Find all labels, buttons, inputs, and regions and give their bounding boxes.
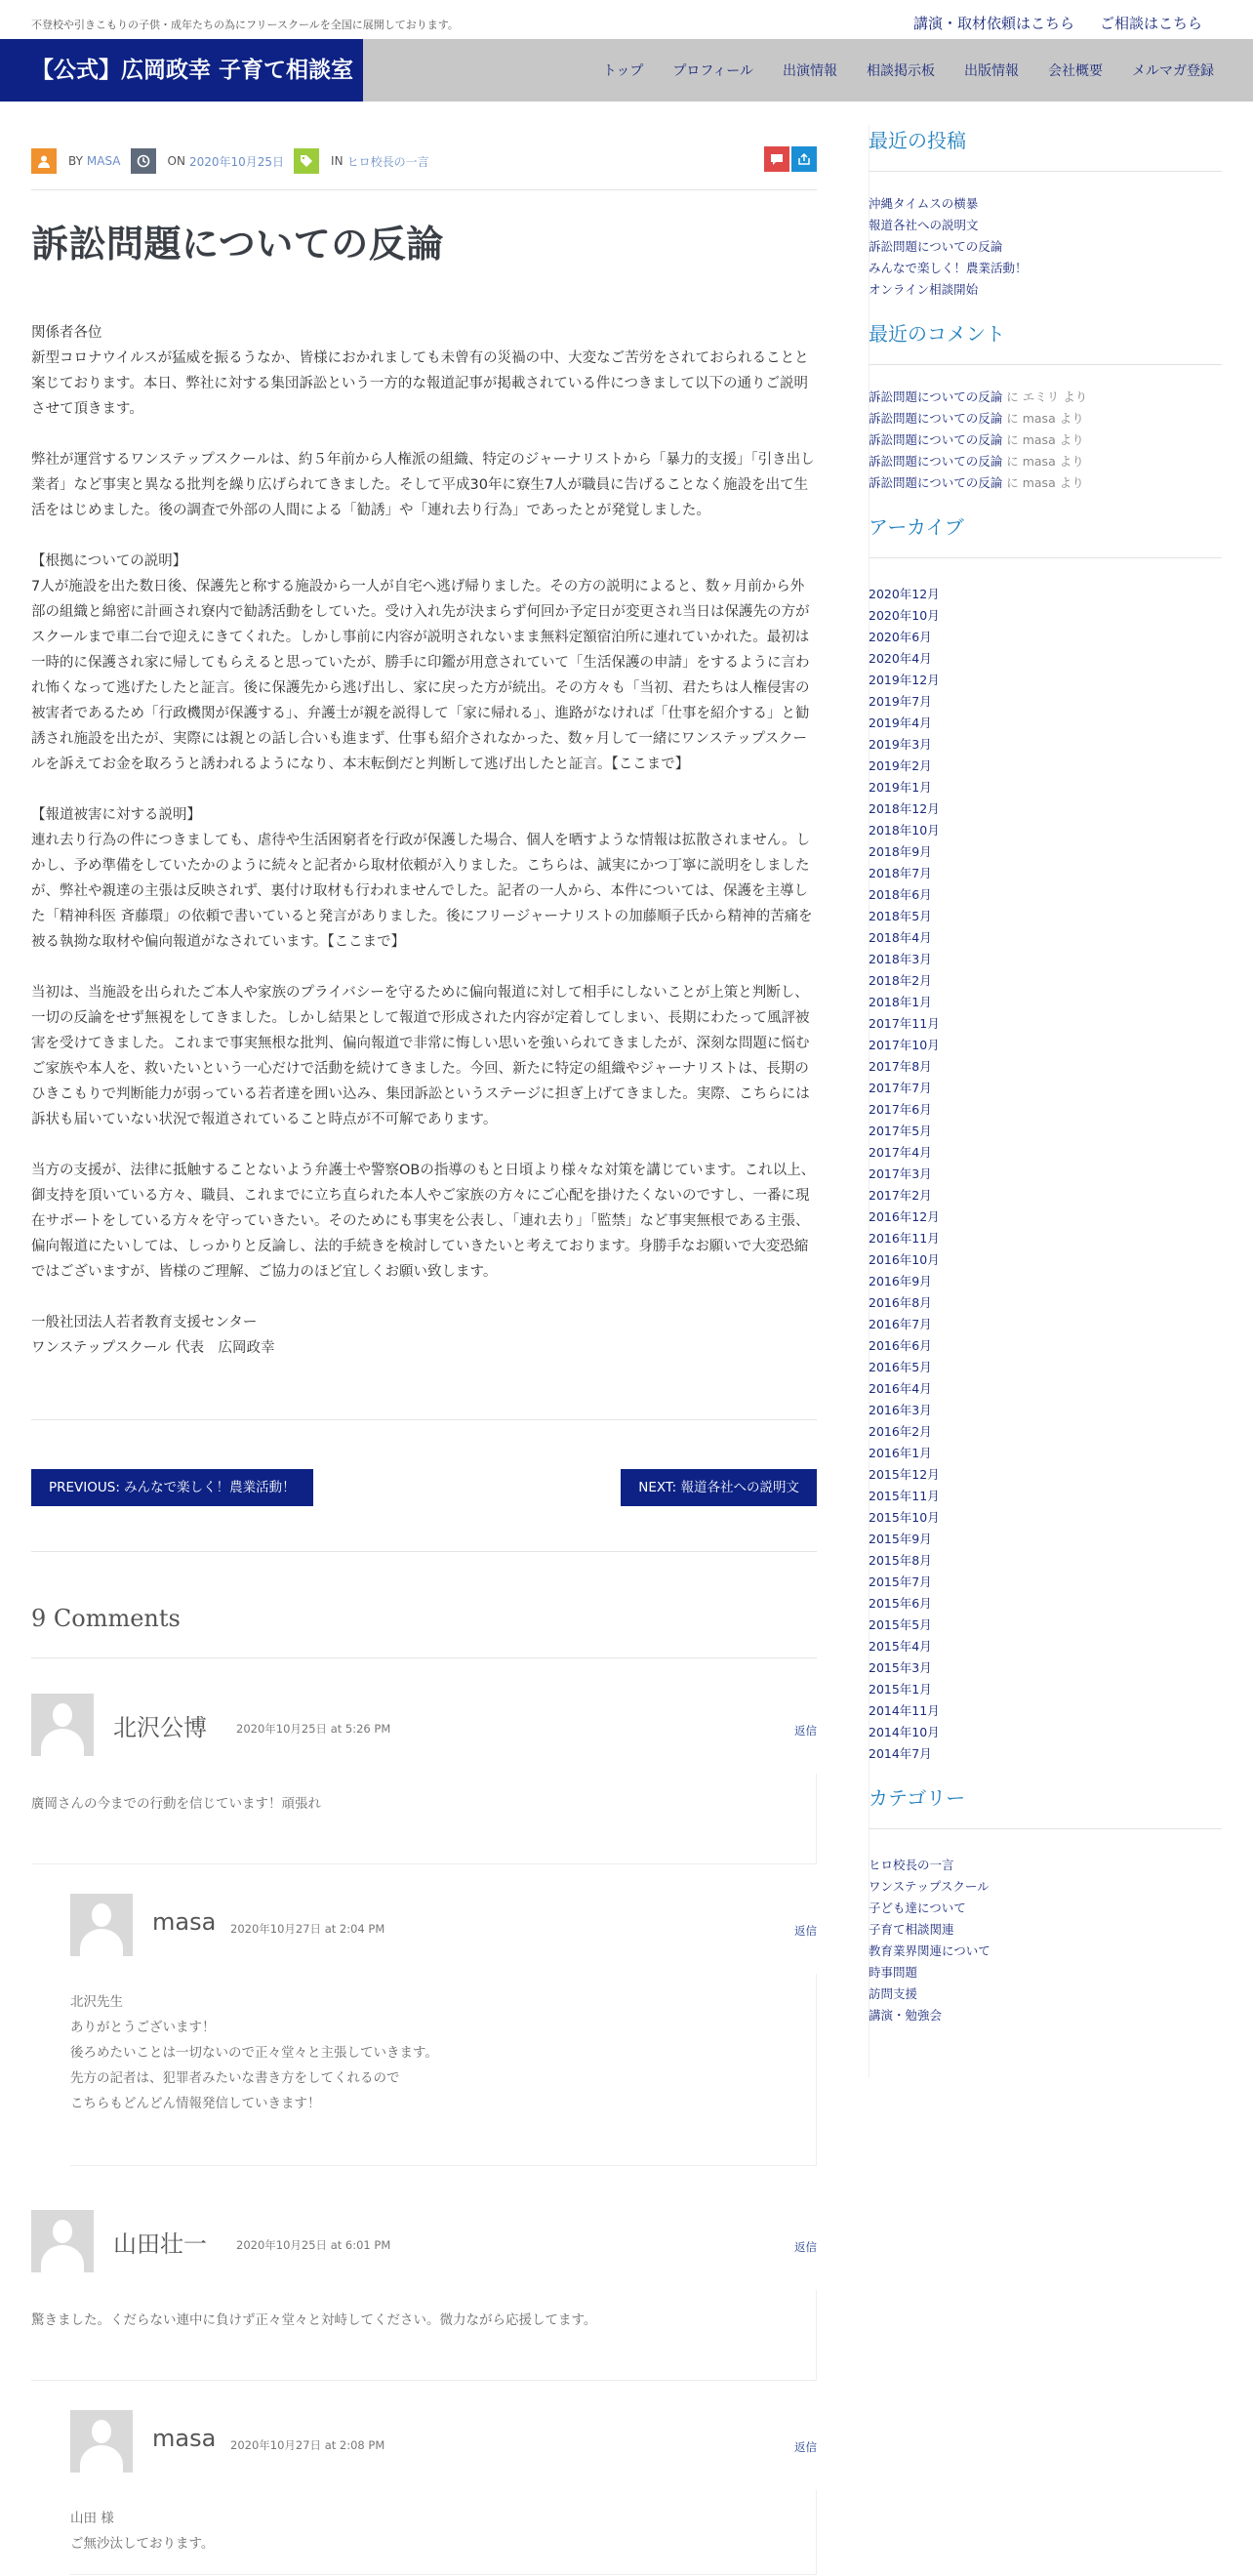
recent-post-link[interactable]: 訴訟問題についての反論 [869,239,1003,254]
comment-date[interactable]: 2020年10月25日 at 6:01 PM [236,2238,391,2252]
archive-item [869,1121,1222,1142]
comment-reply [70,2410,817,2576]
archive-item [869,1486,1222,1507]
archive-item [869,1443,1222,1464]
archive-link[interactable]: 2017年6月 [869,1102,932,1117]
archive-item [869,1464,1222,1486]
recent-post-link[interactable]: 沖縄タイムスの横暴 [869,196,979,211]
category-link[interactable]: 訪問支援 [869,1986,918,2001]
archive-item [869,1722,1222,1743]
archive-item [869,627,1222,648]
archive-link[interactable]: 2015年10月 [869,1510,940,1525]
archive-link[interactable]: 2018年6月 [869,887,932,902]
archive-item [869,906,1222,927]
nav-item-company[interactable]: 会社概要 [1048,63,1103,79]
comment [31,2210,817,2391]
comment-author: 北沢公博 [113,1714,207,1741]
post-author-link[interactable]: MASA [86,154,121,168]
post-paragraph: 弊社が運営するワンステップスクールは、約５年前から人権派の組織、特定のジャーナリストから「暴力的支援」「引き出し業者」など事実と異なる批判を繰り広げられてきました。そして平成30年に寮生7人が職員に告げることなく施設を出て生活をはじめました。後の調査で外部の人間による「勧誘」や「連れ去り行為」であったとが発覚しました。 [31,452,815,518]
archive-link[interactable]: 2016年1月 [869,1446,932,1460]
post-paragraph: 当初は、当施設を出られたご本人や家族のプライバシーを守るために偏向報道に対して相手にしないことが上策と判断し、一切の反論をせず無視をしてきました。しかし結果として報道で形成された内容が定着してしまい、長期にわたって風評被害を受けてきました。これまで事実無根な批判、偏向報道で非常に悔しい思いを強いられてきましたが、深刻な問題に悩むご家族や本人を、救いたいという一心だけで活動を続けてきました。今回、新たに特定の組織やジャーナリストは、長期のひきこもりで判断能力が弱っている若者達を囲い込み、集団訴訟というステージに担ぎ上げてきました。実際、こちらには訴状も届いていない状況で報道されていること時点が不可解であります。 [31,985,810,1127]
archive-item [869,798,1222,820]
archive-item [869,670,1222,691]
category-link[interactable]: 子育て相談関連 [869,1922,954,1937]
main-nav [603,39,1214,102]
archive-link[interactable]: 2015年7月 [869,1574,932,1589]
archive-link[interactable]: 2014年11月 [869,1703,940,1718]
reply-link[interactable]: 返信 [794,2240,817,2254]
recent-comment-author: に エミリ より [1006,389,1088,404]
archive-link[interactable]: 2018年1月 [869,995,932,1009]
comment-text: 北沢先生 ありがとうございます！ 後ろめたいことは一切ないので正々堂々と主張していきます。 先方の記者は、犯罪者みたいな書き方をしてくれるので こちらもどんどん情報発信していきます！ [70,1974,817,2166]
avatar [70,1894,133,1956]
recent-comment-item [869,451,1222,472]
nav-bar [0,39,1253,102]
comment-author: masa [152,2425,217,2452]
post-meta [31,146,817,190]
archive-item [869,949,1222,970]
comment-text: 驚きました。くだらない連中に負けず正々堂々と対峙してください。微力ながら応援してます。 [31,2290,817,2381]
archive-link[interactable]: 2019年12月 [869,673,940,687]
archive-link[interactable]: 2017年8月 [869,1059,932,1074]
archive-item [869,1593,1222,1615]
avatar [31,1694,94,1756]
archive-item [869,584,1222,605]
archive-item [869,992,1222,1013]
archive-link[interactable]: 2016年4月 [869,1381,932,1396]
main-content [31,146,817,2576]
archive-link[interactable]: 2019年3月 [869,737,932,752]
recent-comment-post-link[interactable]: 訴訟問題についての反論 [869,454,1003,469]
archive-item [869,927,1222,949]
archive-item [869,1335,1222,1357]
archive-item [869,1357,1222,1378]
recent-comment-author: に masa より [1006,475,1084,490]
archive-item [869,756,1222,777]
category-item [869,1855,1222,1876]
archive-item [869,1142,1222,1164]
top-links [913,13,1202,33]
archive-link[interactable]: 2017年4月 [869,1145,932,1160]
archive-link[interactable]: 2017年3月 [869,1166,932,1181]
archive-item [869,1078,1222,1099]
post-signature: 一般社団法人若者教育支援センター ワンステップスクール 代表 広岡政幸 [31,1315,275,1356]
archive-link[interactable]: 2015年6月 [869,1596,932,1611]
archive-item [869,734,1222,756]
archive-link[interactable]: 2017年2月 [869,1188,932,1203]
category-list [869,1855,1222,2026]
archive-item [869,1206,1222,1228]
archive-item [869,1615,1222,1636]
post-navigation [31,1420,817,1551]
nav-item-top[interactable]: トップ [602,63,644,79]
archive-item [869,1292,1222,1314]
archive-link[interactable]: 2016年6月 [869,1338,932,1353]
archive-link[interactable]: 2016年7月 [869,1317,932,1331]
archive-item [869,691,1222,713]
archive-link[interactable]: 2014年10月 [869,1725,940,1739]
nav-item-publications[interactable]: 出版情報 [964,63,1019,79]
archive-link[interactable]: 2016年3月 [869,1403,932,1417]
archive-link[interactable]: 2016年8月 [869,1295,932,1310]
archive-item [869,863,1222,884]
category-item [869,2005,1222,2026]
top-bar [0,0,1253,39]
archive-item [869,1400,1222,1421]
recent-comment-author: に masa より [1006,454,1084,469]
archive-link[interactable]: 2018年12月 [869,801,940,816]
archive-link[interactable]: 2016年11月 [869,1231,940,1246]
archive-link[interactable]: 2015年9月 [869,1532,932,1546]
recent-comment-post-link[interactable]: 訴訟問題についての反論 [869,389,1003,404]
post-body [31,320,817,1361]
share-buttons [764,146,817,172]
archive-link[interactable]: 2018年7月 [869,866,932,880]
archive-item [869,777,1222,798]
tag-icon [294,148,319,174]
recent-comment-post-link[interactable]: 訴訟問題についての反論 [869,475,1003,490]
archive-link[interactable]: 2015年12月 [869,1467,940,1482]
archive-link[interactable]: 2015年3月 [869,1660,932,1675]
archive-link[interactable]: 2020年12月 [869,587,940,601]
archive-item [869,1378,1222,1400]
archive-item [869,884,1222,906]
archive-link[interactable]: 2017年5月 [869,1124,932,1138]
category-link[interactable]: 時事問題 [869,1965,918,1980]
archive-link[interactable]: 2016年10月 [869,1252,940,1267]
archive-link[interactable]: 2020年10月 [869,608,940,623]
site-tagline: 不登校や引きこもりの子供・成年たちの為にフリースクールを全国に展開しております。 [31,19,459,31]
archive-item [869,1164,1222,1185]
meta-by-label: BY [68,154,83,168]
sidebar-widgets [869,125,1222,2044]
archive-list [869,584,1222,1765]
meta-in-label: IN [331,154,344,168]
archive-item [869,1679,1222,1700]
archive-link[interactable]: 2020年4月 [869,651,932,666]
archive-link[interactable]: 2018年3月 [869,952,932,966]
archive-item [869,648,1222,670]
recent-comment-item [869,387,1222,408]
nav-item-newsletter[interactable]: メルマガ登録 [1132,63,1214,79]
comment-date[interactable]: 2020年10月27日 at 2:08 PM [230,2438,385,2452]
category-item [869,1983,1222,2005]
recent-post-link[interactable]: オンライン相談開始 [869,282,979,297]
comment-author: masa [152,1908,217,1936]
comments-title: 9 Comments [31,1579,817,1658]
archive-link[interactable]: 2015年11月 [869,1489,940,1503]
comment-share-icon[interactable] [764,146,789,172]
reply-link[interactable]: 返信 [794,1924,817,1938]
archive-link[interactable]: 2017年10月 [869,1038,940,1052]
site-logo[interactable]: 【公式】広岡政幸 子育て相談室 [0,39,363,102]
author-icon [31,148,57,174]
archive-link[interactable]: 2017年7月 [869,1081,932,1095]
archive-item [869,1099,1222,1121]
category-link[interactable]: ワンステップスクール [869,1879,990,1894]
comment-date[interactable]: 2020年10月27日 at 2:04 PM [230,1922,385,1936]
archive-link[interactable]: 2018年10月 [869,823,940,838]
post-title: 訴訟問題についての反論 [31,223,444,266]
nav-item-appearances[interactable]: 出演情報 [783,63,837,79]
archive-link[interactable]: 2016年9月 [869,1274,932,1288]
comment-date[interactable]: 2020年10月25日 at 5:26 PM [236,1722,391,1736]
archive-link[interactable]: 2015年8月 [869,1553,932,1568]
recent-comment-post-link[interactable]: 訴訟問題についての反論 [869,432,1003,447]
archive-link[interactable]: 2014年7月 [869,1746,932,1761]
archive-link[interactable]: 2017年11月 [869,1016,940,1031]
nav-item-forum[interactable]: 相談掲示板 [867,63,935,79]
recent-post-link[interactable]: 報道各社への説明文 [869,218,979,232]
post-paragraph: 関係者各位 新型コロナウイルスが猛威を振るうなか、皆様におかれましても未曾有の災禍の中、大変なご苦労をされておられることと案じております。本日、弊社に対する集団訴訟という一方的な報道記事が掲載されている件につきまして以下の通りご説明させて頂きます。 [31,325,809,417]
comment-text: 廣岡さんの今までの行動を信じています！頑張れ [31,1774,817,1864]
comment-text: 山田 様 ご無沙汰しております。 [70,2490,817,2575]
comment-author: 山田壮一 [113,2230,207,2258]
archive-link[interactable]: 2020年6月 [869,630,932,644]
recent-comment-item [869,429,1222,451]
archive-link[interactable]: 2015年5月 [869,1617,932,1632]
divider [31,1551,817,1552]
archive-item [869,1700,1222,1722]
recent-comment-item [869,408,1222,429]
archive-item [869,1421,1222,1443]
comment [31,1694,817,1874]
archive-item [869,1271,1222,1292]
archive-link[interactable]: 2019年4月 [869,716,932,730]
archive-link[interactable]: 2018年2月 [869,973,932,988]
archive-item [869,713,1222,734]
archive-link[interactable]: 2015年4月 [869,1639,932,1654]
archive-item [869,1314,1222,1335]
recent-comment-author: に masa より [1006,411,1084,426]
post-category-link[interactable]: ヒロ校長の一言 [346,154,429,169]
archive-link[interactable]: 2019年1月 [869,780,932,795]
archive-item [869,1185,1222,1206]
archive-link[interactable]: 2018年5月 [869,909,932,923]
category-item [869,1962,1222,1983]
post-paragraph: 【根拠についての説明】 7人が施設を出た数日後、保護先と称する施設から一人が自宅へ逃げ帰りました。その方の説明によると、数ヶ月前から外部の組織と綿密に計画され寮内で勧誘活動をしていた。受け入れ先が決まらず何回か予定日が変更され当日は保護先の方がスクールまで車二台で迎えにきてくれた。しかし事前に内容が説明されないまま無料定額宿泊所に連れていかれた。最初は一時的に保護され家に帰してもらえると思っていたが、勝手に印鑑が用意されていて「生活保護の申請」をするように言われ怖くなって逃げたしたと証言。後に保護先から逃げ出し、家に戻った方が続出。その方々も「当初、君たちは人権侵害の被害者であるため「行政機関が保護する」、弁護士が親を説得して「家に帰れる」、進路がなければ「仕事を紹介する」と勧誘され施設を出たが、実際には親との話し合いも進まず、仕事も紹介されなかった、数ヶ月して一緒にワンステップスクールを訴えてお金を取ろうと誘われるようになり、本末転倒だと判断して逃げ出したと証言。【ここまで】 [31,553,810,772]
archive-link[interactable]: 2019年2月 [869,758,932,773]
next-post-button[interactable]: NEXT: 報道各社への説明文 [621,1469,817,1506]
share-icon[interactable] [791,146,817,172]
comment-reply [70,1894,817,2187]
lecture-request-link[interactable]: 講演・取材依頼はこちら [912,15,1074,32]
category-item [869,1941,1222,1962]
archive-link[interactable]: 2015年1月 [869,1682,932,1697]
avatar [31,2210,94,2272]
category-link[interactable]: 講演・勉強会 [869,2008,943,2023]
archive-item [869,1228,1222,1249]
category-item [869,1919,1222,1941]
clock-icon [131,148,156,174]
recent-comments-title: 最近のコメント [869,318,1222,365]
archive-link[interactable]: 2016年5月 [869,1360,932,1374]
avatar [70,2410,133,2473]
post-paragraph: 【報道被害に対する説明】 連れ去り行為の件につきましても、虐待や生活困窮者を行政が保護した場合、個人を晒すような情報は拡散されません。しかし、予め準備をしていたかのように続々と記者から取材依頼が入りました。こちらは、誠実にかつ丁寧に説明をしましたが、弊社や親達の主張は反映されず、裏付け取材も行われませんでした。記者の一人から、本件については、保護を主導した「精神科医 斉藤環」の依頼で書いていると発言がありました。後にフリージャーナリストの加藤順子氏から精神的苦痛を被る執拗な取材や偏向報道がなされています。【ここまで】 [31,807,813,950]
archive-link[interactable]: 2016年2月 [869,1424,932,1439]
category-link[interactable]: ヒロ校長の一言 [869,1858,954,1872]
archive-item [869,1056,1222,1078]
post-paragraph: 当方の支援が、法律に抵触することないよう弁護士や警察OBの指導のもと日頃より様々な対策を講じています。これ以上、御支持を頂いている方々、職員、これまでに立ち直られた本人やご家族の方々にご心配を掛けたくないのですし、一番に現在サポートをしている方々を守っていきたい。そのためにも事実を公表し、「連れ去り」「監禁」など事実無根である主張、偏向報道にたいしては、しっかりと反論し、法的手続きを検討していきたいと考えております。身勝手なお願いで大変恐縮ではございますが、皆様のご理解、ご協力のほど宜しくお願い致します。 [31,1163,816,1280]
recent-post-link[interactable]: みんなで楽しく！農業活動！ [869,261,1028,275]
archive-item [869,1636,1222,1657]
archive-item [869,605,1222,627]
category-link[interactable]: 教育業界関連について [869,1943,990,1958]
nav-item-profile[interactable]: プロフィール [672,63,753,79]
archive-item [869,1572,1222,1593]
recent-comment-post-link[interactable]: 訴訟問題についての反論 [869,411,1003,426]
archive-item [869,1507,1222,1529]
category-link[interactable]: 子ども達について [869,1901,966,1915]
archive-item [869,970,1222,992]
archive-title: アーカイブ [869,511,1222,558]
meta-on-label: ON [167,154,185,168]
archive-link[interactable]: 2019年7月 [869,694,932,709]
archive-link[interactable]: 2018年4月 [869,930,932,945]
recent-posts-list [869,193,1222,301]
archive-item [869,1035,1222,1056]
recent-comment-author: に masa より [1006,432,1084,447]
reply-link[interactable]: 返信 [794,1724,817,1738]
archive-item [869,1249,1222,1271]
recent-comment-item [869,472,1222,494]
category-item [869,1876,1222,1898]
archive-link[interactable]: 2016年12月 [869,1209,940,1224]
reply-link[interactable]: 返信 [794,2440,817,2454]
archive-link[interactable]: 2018年9月 [869,844,932,859]
archive-item [869,841,1222,863]
category-title: カテゴリー [869,1782,1222,1829]
recent-comments-list [869,387,1222,494]
recent-posts-title: 最近の投稿 [869,125,1222,172]
archive-item [869,1013,1222,1035]
category-item [869,1898,1222,1919]
post-date-link[interactable]: 2020年10月25日 [188,154,285,169]
archive-item [869,1657,1222,1679]
archive-item [869,820,1222,841]
previous-post-button[interactable]: PREVIOUS: みんなで楽しく！農業活動！ [31,1469,313,1506]
archive-item [869,1550,1222,1572]
consultation-link[interactable]: ご相談はこちら [1099,15,1202,32]
archive-item [869,1743,1222,1765]
archive-item [869,1529,1222,1550]
